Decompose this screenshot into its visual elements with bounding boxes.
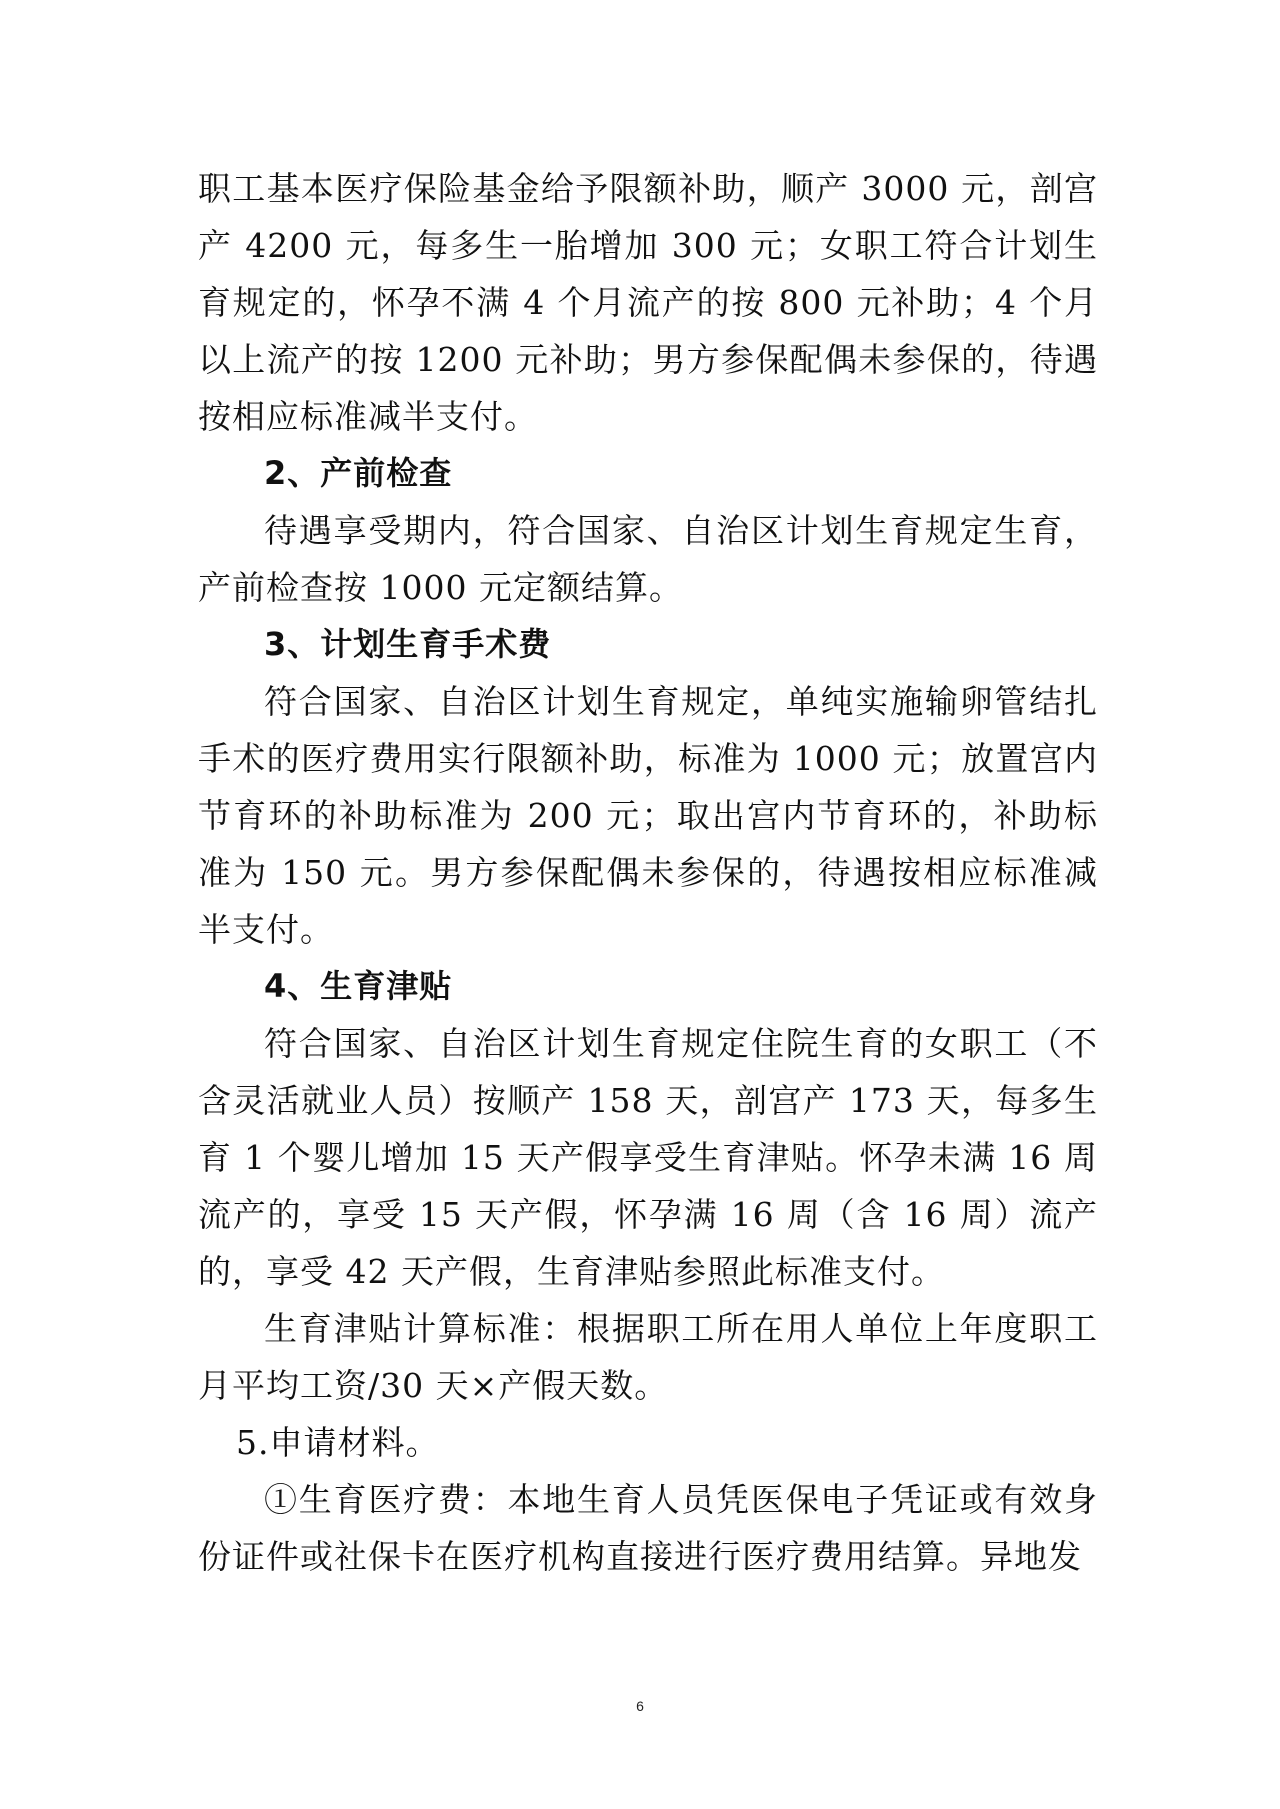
paragraph-maternity-allowance: 符合国家、自治区计划生育规定住院生育的女职工（不含灵活就业人员）按顺产 158 天，剖宫产 173 天，每多生育 1 个婴儿增加 15 天产假享受生育津贴。怀孕未满 16 周流产的，享受 15 天产假，怀孕满 16 周（含 16 周）流产的，享受 42 天产假，生育津贴参照此标准支付。 — [198, 1024, 1098, 1291]
heading-maternity-allowance: 4、生育津贴 — [264, 967, 453, 1005]
paragraph-maternity-medical-fee: ①生育医疗费：本地生育人员凭医保电子凭证或有效身份证件或社保卡在医疗机构直接进行医疗费用结算。异地发 — [198, 1480, 1098, 1576]
paragraph-allowance-calculation: 生育津贴计算标准：根据职工所在用人单位上年度职工月平均工资/30 天×产假天数。 — [198, 1309, 1098, 1405]
heading-prenatal-check: 2、产前检查 — [264, 454, 453, 492]
paragraph-prenatal-check: 待遇享受期内，符合国家、自治区计划生育规定生育，产前检查按 1000 元定额结算。 — [198, 511, 1098, 607]
page-number: 6 — [636, 1698, 644, 1714]
document-body — [198, 160, 1098, 1585]
paragraph-family-planning-surgery: 符合国家、自治区计划生育规定，单纯实施输卵管结扎手术的医疗费用实行限额补助，标准为 1000 元；放置宫内节育环的补助标准为 200 元；取出宫内节育环的，补助标准为 150 元。男方参保配偶未参保的，待遇按相应标准减半支付。 — [198, 682, 1098, 949]
heading-family-planning-surgery: 3、计划生育手术费 — [264, 625, 552, 663]
heading-application-materials: 5.申请材料。 — [236, 1423, 440, 1462]
paragraph-maternity-medical-subsidy: 职工基本医疗保险基金给予限额补助，顺产 3000 元，剖宫产 4200 元，每多生一胎增加 300 元；女职工符合计划生育规定的，怀孕不满 4 个月流产的按 800 元补助；4 个月以上流产的按 1200 元补助；男方参保配偶未参保的，待遇按相应标准减半支付。 — [198, 169, 1098, 436]
